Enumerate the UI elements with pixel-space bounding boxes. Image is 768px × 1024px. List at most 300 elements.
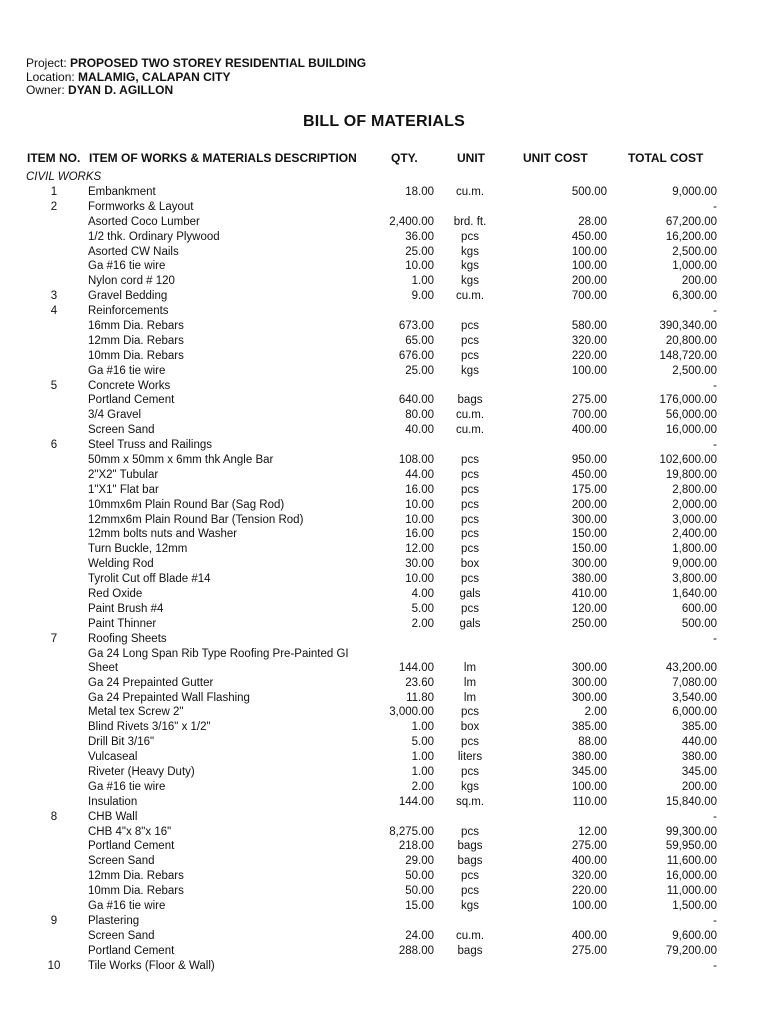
description-cell: Tile Works (Floor & Wall) <box>88 959 215 972</box>
description-cell: Ga #16 tie wire <box>88 364 166 377</box>
unit-cost-cell: 100.00 <box>571 260 607 273</box>
description-cell: Drill Bit 3/16" <box>88 736 155 749</box>
qty-cell: 15.00 <box>405 899 434 912</box>
description-cell: 2"X2" Tubular <box>88 468 159 481</box>
total-cost-cell: 79,200.00 <box>665 944 717 957</box>
total-cost-cell: - <box>713 810 717 823</box>
header-total-cost: TOTAL COST <box>628 151 704 165</box>
total-cost-cell: 7,080.00 <box>672 676 717 689</box>
unit-cell: sq.m. <box>455 795 485 808</box>
qty-cell: 8,275.00 <box>389 825 434 838</box>
unit-cell: pcs <box>461 230 479 243</box>
item-no-cell: 9 <box>50 914 58 927</box>
unit-cost-cell: 28.00 <box>578 215 607 228</box>
unit-cost-cell: 100.00 <box>571 899 607 912</box>
table-row <box>0 899 768 914</box>
description-cell: Steel Truss and Railings <box>88 439 213 452</box>
qty-cell: 2.00 <box>411 780 434 793</box>
table-row <box>0 349 768 364</box>
qty-cell: 25.00 <box>405 245 434 258</box>
qty-cell: 24.00 <box>405 929 434 942</box>
table-row <box>0 319 768 334</box>
total-cost-cell: 9,000.00 <box>672 186 717 198</box>
description-cell: 10mmx6m Plain Round Bar (Sag Rod) <box>88 498 285 511</box>
unit-cost-cell: 175.00 <box>571 483 607 496</box>
total-cost-cell: 16,000.00 <box>665 424 717 437</box>
unit-cell: box <box>460 558 480 571</box>
table-row <box>0 810 768 825</box>
table-row <box>0 602 768 617</box>
description-cell: Paint Thinner <box>88 617 157 630</box>
unit-cost-cell: 320.00 <box>571 334 607 347</box>
total-cost-cell: 9,000.00 <box>672 558 717 571</box>
table-row <box>0 393 768 408</box>
unit-cell: liters <box>457 751 483 764</box>
total-cost-cell: 2,000.00 <box>672 498 717 511</box>
table-row <box>0 944 768 959</box>
table-header <box>0 151 768 167</box>
qty-cell: 218.00 <box>398 840 434 853</box>
table-row <box>0 438 768 453</box>
table-row <box>0 884 768 899</box>
table-row <box>0 869 768 884</box>
table-row <box>0 245 768 260</box>
total-cost-cell: 11,000.00 <box>666 885 717 898</box>
description-cell: 10mm Dia. Rebars <box>88 349 184 362</box>
qty-cell: 50.00 <box>405 870 434 883</box>
table-row <box>0 780 768 795</box>
item-no-cell: 4 <box>50 305 58 318</box>
unit-cell: pcs <box>461 870 479 883</box>
description-cell: Ga #16 tie wire <box>88 260 166 273</box>
header-unit: UNIT <box>457 151 485 165</box>
table-row <box>0 557 768 572</box>
location-label: Location: <box>26 69 75 84</box>
total-cost-cell: 56,000.00 <box>665 409 717 422</box>
item-no-cell: 8 <box>50 810 58 823</box>
total-cost-cell: 3,540.00 <box>672 691 717 704</box>
qty-cell: 4.00 <box>411 588 434 601</box>
qty-cell: 23.60 <box>405 676 434 689</box>
description-cell: Metal tex Screw 2" <box>88 706 184 719</box>
unit-cost-cell: 300.00 <box>571 691 607 704</box>
unit-cost-cell: 110.00 <box>572 795 607 808</box>
qty-cell: 65.00 <box>405 334 434 347</box>
table-row <box>0 185 768 200</box>
table-row <box>0 647 768 676</box>
unit-cell: pcs <box>461 349 479 362</box>
unit-cell: pcs <box>461 573 479 586</box>
total-cost-cell: 2,500.00 <box>672 364 717 377</box>
total-cost-cell: 6,000.00 <box>672 706 717 719</box>
unit-cell: bags <box>457 944 483 957</box>
table-row <box>0 259 768 274</box>
description-cell: 50mm x 50mm x 6mm thk Angle Bar <box>88 454 274 467</box>
unit-cell: gals <box>459 588 481 601</box>
total-cost-cell: - <box>713 439 717 452</box>
description-cell: Ga 24 Long Span Rib Type Roofing Pre-Painted GI Sheet <box>88 647 349 675</box>
total-cost-cell: 6,300.00 <box>672 290 717 303</box>
qty-cell: 1.00 <box>411 721 434 734</box>
unit-cost-cell: 700.00 <box>571 409 607 422</box>
unit-cell: box <box>460 721 480 734</box>
table-row <box>0 839 768 854</box>
description-cell: Blind Rivets 3/16" x 1/2" <box>88 721 211 734</box>
table-row <box>0 765 768 780</box>
description-cell: CHB Wall <box>88 810 138 823</box>
qty-cell: 10.00 <box>405 573 434 586</box>
unit-cell: kgs <box>461 260 479 273</box>
qty-cell: 144.00 <box>398 661 434 674</box>
table-row <box>0 527 768 542</box>
table-row <box>0 453 768 468</box>
qty-cell: 44.00 <box>405 468 434 481</box>
description-cell: Screen Sand <box>88 424 155 437</box>
unit-cell: pcs <box>461 602 479 615</box>
table-row <box>0 750 768 765</box>
description-cell: Welding Rod <box>88 558 154 571</box>
total-cost-cell: 11,600.00 <box>666 855 717 868</box>
unit-cell: pcs <box>461 528 479 541</box>
qty-cell: 108.00 <box>398 454 434 467</box>
table-row <box>0 959 768 974</box>
total-cost-cell: 345.00 <box>681 765 717 778</box>
item-no-cell: 5 <box>50 379 58 392</box>
unit-cell: pcs <box>461 334 479 347</box>
total-cost-cell: 200.00 <box>681 275 717 288</box>
unit-cost-cell: 400.00 <box>571 855 607 868</box>
description-cell: Concrete Works <box>88 379 171 392</box>
total-cost-cell: 380.00 <box>681 751 717 764</box>
description-cell: Tyrolit Cut off Blade #14 <box>88 573 211 586</box>
qty-cell: 40.00 <box>405 424 434 437</box>
unit-cost-cell: 380.00 <box>571 573 607 586</box>
header-unit-cost: UNIT COST <box>523 151 588 165</box>
total-cost-cell: 1,800.00 <box>672 543 717 556</box>
unit-cost-cell: 150.00 <box>571 528 607 541</box>
table-row <box>0 215 768 230</box>
unit-cell: pcs <box>461 320 479 333</box>
qty-cell: 3,000.00 <box>389 706 434 719</box>
unit-cell: kgs <box>461 364 479 377</box>
owner-line <box>26 84 366 98</box>
unit-cost-cell: 250.00 <box>571 617 607 630</box>
total-cost-cell: - <box>713 305 717 318</box>
project-line <box>26 57 366 71</box>
table-row <box>0 914 768 929</box>
unit-cell: lm <box>463 661 477 674</box>
unit-cost-cell: 320.00 <box>571 870 607 883</box>
item-no-cell: 6 <box>50 439 58 452</box>
header-item-no: ITEM NO. <box>27 151 81 165</box>
description-cell: 1"X1" Flat bar <box>88 483 159 496</box>
qty-cell: 288.00 <box>398 944 434 957</box>
qty-cell: 29.00 <box>405 855 434 868</box>
description-cell: Portland Cement <box>88 944 175 957</box>
qty-cell: 18.00 <box>405 186 434 198</box>
total-cost-cell: - <box>713 914 717 927</box>
qty-cell: 12.00 <box>405 543 434 556</box>
unit-cost-cell: 100.00 <box>571 364 607 377</box>
table-row <box>0 498 768 513</box>
qty-cell: 1.00 <box>411 765 434 778</box>
unit-cell: brd. ft. <box>453 215 487 228</box>
total-cost-cell: 102,600.00 <box>659 454 717 467</box>
materials-table <box>0 185 768 973</box>
unit-cell: bags <box>457 394 483 407</box>
qty-cell: 80.00 <box>405 409 434 422</box>
total-cost-cell: - <box>713 379 717 392</box>
unit-cost-cell: 385.00 <box>571 721 607 734</box>
unit-cost-cell: 400.00 <box>571 929 607 942</box>
unit-cost-cell: 88.00 <box>578 736 607 749</box>
qty-cell: 10.00 <box>405 513 434 526</box>
unit-cell: pcs <box>461 706 479 719</box>
unit-cost-cell: 100.00 <box>571 780 607 793</box>
description-cell: Plastering <box>88 914 140 927</box>
project-info <box>26 57 366 98</box>
item-no-cell: 7 <box>50 632 58 645</box>
total-cost-cell: - <box>713 959 717 972</box>
description-cell: Insulation <box>88 795 138 808</box>
unit-cell: pcs <box>461 765 479 778</box>
total-cost-cell: 1,500.00 <box>672 899 717 912</box>
unit-cost-cell: 100.00 <box>571 245 607 258</box>
unit-cell: kgs <box>461 245 479 258</box>
item-no-cell: 2 <box>50 200 58 213</box>
table-row <box>0 587 768 602</box>
unit-cell: kgs <box>461 275 479 288</box>
unit-cell: lm <box>463 691 477 704</box>
unit-cost-cell: 450.00 <box>571 230 607 243</box>
total-cost-cell: 16,000.00 <box>665 870 717 883</box>
table-row <box>0 542 768 557</box>
unit-cell: pcs <box>461 483 479 496</box>
unit-cell: pcs <box>461 454 479 467</box>
description-cell: 12mm bolts nuts and Washer <box>88 528 238 541</box>
unit-cost-cell: 220.00 <box>571 885 607 898</box>
table-row <box>0 200 768 215</box>
unit-cell: kgs <box>461 899 479 912</box>
qty-cell: 30.00 <box>405 558 434 571</box>
qty-cell: 1.00 <box>411 751 434 764</box>
unit-cost-cell: 400.00 <box>571 424 607 437</box>
unit-cost-cell: 200.00 <box>571 498 607 511</box>
unit-cell: pcs <box>461 498 479 511</box>
unit-cost-cell: 275.00 <box>571 394 607 407</box>
table-row <box>0 289 768 304</box>
qty-cell: 673.00 <box>398 320 434 333</box>
description-cell: Asorted Coco Lumber <box>88 215 200 228</box>
unit-cost-cell: 500.00 <box>571 186 607 198</box>
unit-cost-cell: 300.00 <box>571 513 607 526</box>
unit-cost-cell: 300.00 <box>571 676 607 689</box>
unit-cost-cell: 345.00 <box>571 765 607 778</box>
total-cost-cell: 440.00 <box>681 736 717 749</box>
table-row <box>0 423 768 438</box>
table-row <box>0 735 768 750</box>
qty-cell: 2.00 <box>411 617 434 630</box>
location-value: MALAMIG, CALAPAN CITY <box>78 69 231 84</box>
unit-cost-cell: 12.00 <box>578 825 607 838</box>
description-cell: Asorted CW Nails <box>88 245 179 258</box>
description-cell: Ga 24 Prepainted Wall Flashing <box>88 691 250 704</box>
total-cost-cell: - <box>713 632 717 645</box>
description-cell: Red Oxide <box>88 588 143 601</box>
unit-cost-cell: 200.00 <box>571 275 607 288</box>
item-no-cell: 10 <box>47 959 61 972</box>
description-cell: CHB 4"x 8"x 16" <box>88 825 172 838</box>
unit-cost-cell: 300.00 <box>571 661 607 674</box>
project-label: Project: <box>26 56 67 70</box>
description-cell: Ga 24 Prepainted Gutter <box>88 676 214 689</box>
unit-cost-cell: 275.00 <box>571 944 607 957</box>
unit-cost-cell: 120.00 <box>571 602 607 615</box>
unit-cell: bags <box>457 855 483 868</box>
unit-cell: kgs <box>461 780 479 793</box>
total-cost-cell: - <box>713 200 717 213</box>
description-cell: Vulcaseal <box>88 751 138 764</box>
unit-cell: pcs <box>461 885 479 898</box>
total-cost-cell: 9,600.00 <box>672 929 717 942</box>
description-cell: Portland Cement <box>88 394 175 407</box>
qty-cell: 16.00 <box>405 528 434 541</box>
total-cost-cell: 2,800.00 <box>672 483 717 496</box>
total-cost-cell: 3,000.00 <box>672 513 717 526</box>
table-row <box>0 230 768 245</box>
project-value: PROPOSED TWO STOREY RESIDENTIAL BUILDING <box>70 56 367 70</box>
unit-cell: bags <box>457 840 483 853</box>
table-row <box>0 304 768 319</box>
qty-cell: 9.00 <box>411 290 434 303</box>
unit-cost-cell: 700.00 <box>571 290 607 303</box>
description-cell: 12mm Dia. Rebars <box>88 870 184 883</box>
description-cell: Embankment <box>88 186 156 198</box>
table-row <box>0 274 768 289</box>
total-cost-cell: 1,640.00 <box>672 588 717 601</box>
unit-cell: cu.m. <box>455 186 485 198</box>
unit-cost-cell: 380.00 <box>571 751 607 764</box>
total-cost-cell: 2,400.00 <box>672 528 717 541</box>
description-cell: 16mm Dia. Rebars <box>88 320 184 333</box>
total-cost-cell: 600.00 <box>681 602 717 615</box>
document-title: BILL OF MATERIALS <box>303 113 465 130</box>
unit-cost-cell: 2.00 <box>584 706 607 719</box>
unit-cell: cu.m. <box>455 290 485 303</box>
table-row <box>0 379 768 394</box>
description-cell: Reinforcements <box>88 305 169 318</box>
unit-cost-cell: 220.00 <box>571 349 607 362</box>
table-row <box>0 705 768 720</box>
total-cost-cell: 19,800.00 <box>665 468 717 481</box>
header-description: ITEM OF WORKS & MATERIALS DESCRIPTION <box>89 151 357 165</box>
table-row <box>0 334 768 349</box>
total-cost-cell: 59,950.00 <box>665 840 717 853</box>
unit-cost-cell: 450.00 <box>571 468 607 481</box>
qty-cell: 25.00 <box>405 364 434 377</box>
description-cell: Screen Sand <box>88 855 155 868</box>
description-cell: Screen Sand <box>88 929 155 942</box>
table-row <box>0 468 768 483</box>
table-row <box>0 483 768 498</box>
table-row <box>0 617 768 632</box>
table-row <box>0 691 768 706</box>
description-cell: Ga #16 tie wire <box>88 780 166 793</box>
description-cell: 3/4 Gravel <box>88 409 142 422</box>
owner-label: Owner: <box>26 83 65 97</box>
table-row <box>0 676 768 691</box>
qty-cell: 36.00 <box>405 230 434 243</box>
unit-cell: pcs <box>461 513 479 526</box>
total-cost-cell: 2,500.00 <box>672 245 717 258</box>
table-row <box>0 408 768 423</box>
unit-cell: cu.m. <box>455 929 485 942</box>
table-row <box>0 720 768 735</box>
description-cell: Turn Buckle, 12mm <box>88 543 188 556</box>
qty-cell: 5.00 <box>411 736 434 749</box>
table-row <box>0 795 768 810</box>
header-qty: QTY. <box>391 151 418 165</box>
unit-cell: cu.m. <box>455 409 485 422</box>
table-row <box>0 572 768 587</box>
qty-cell: 640.00 <box>398 394 434 407</box>
total-cost-cell: 176,000.00 <box>659 394 717 407</box>
description-cell: Portland Cement <box>88 840 175 853</box>
total-cost-cell: 43,200.00 <box>665 661 717 674</box>
unit-cost-cell: 580.00 <box>571 320 607 333</box>
description-cell: Gravel Bedding <box>88 290 168 303</box>
qty-cell: 10.00 <box>405 498 434 511</box>
qty-cell: 5.00 <box>411 602 434 615</box>
unit-cost-cell: 275.00 <box>571 840 607 853</box>
qty-cell: 1.00 <box>411 275 434 288</box>
total-cost-cell: 200.00 <box>681 780 717 793</box>
total-cost-cell: 148,720.00 <box>659 349 717 362</box>
table-row <box>0 854 768 869</box>
total-cost-cell: 1,000.00 <box>672 260 717 273</box>
total-cost-cell: 99,300.00 <box>665 825 717 838</box>
qty-cell: 16.00 <box>405 483 434 496</box>
item-no-cell: 3 <box>50 290 58 303</box>
description-cell: Formworks & Layout <box>88 200 194 213</box>
qty-cell: 2,400.00 <box>389 215 434 228</box>
unit-cost-cell: 300.00 <box>571 558 607 571</box>
total-cost-cell: 3,800.00 <box>672 573 717 586</box>
description-cell: Ga #16 tie wire <box>88 899 166 912</box>
unit-cell: pcs <box>461 825 479 838</box>
total-cost-cell: 15,840.00 <box>665 795 717 808</box>
description-cell: Nylon cord # 120 <box>88 275 175 288</box>
unit-cell: lm <box>463 676 477 689</box>
unit-cost-cell: 410.00 <box>571 588 607 601</box>
description-cell: 10mm Dia. Rebars <box>88 885 184 898</box>
unit-cell: pcs <box>461 468 479 481</box>
total-cost-cell: 390,340.00 <box>659 320 717 333</box>
total-cost-cell: 500.00 <box>681 617 717 630</box>
qty-cell: 144.00 <box>398 795 434 808</box>
unit-cell: cu.m. <box>455 424 485 437</box>
description-cell: 1/2 thk. Ordinary Plywood <box>88 230 220 243</box>
description-cell: Riveter (Heavy Duty) <box>88 765 195 778</box>
total-cost-cell: 67,200.00 <box>665 215 717 228</box>
table-row <box>0 929 768 944</box>
description-cell: Paint Brush #4 <box>88 602 164 615</box>
unit-cell: pcs <box>461 736 479 749</box>
description-cell: 12mm Dia. Rebars <box>88 334 184 347</box>
unit-cell: pcs <box>461 543 479 556</box>
location-line <box>26 71 366 85</box>
table-row <box>0 364 768 379</box>
